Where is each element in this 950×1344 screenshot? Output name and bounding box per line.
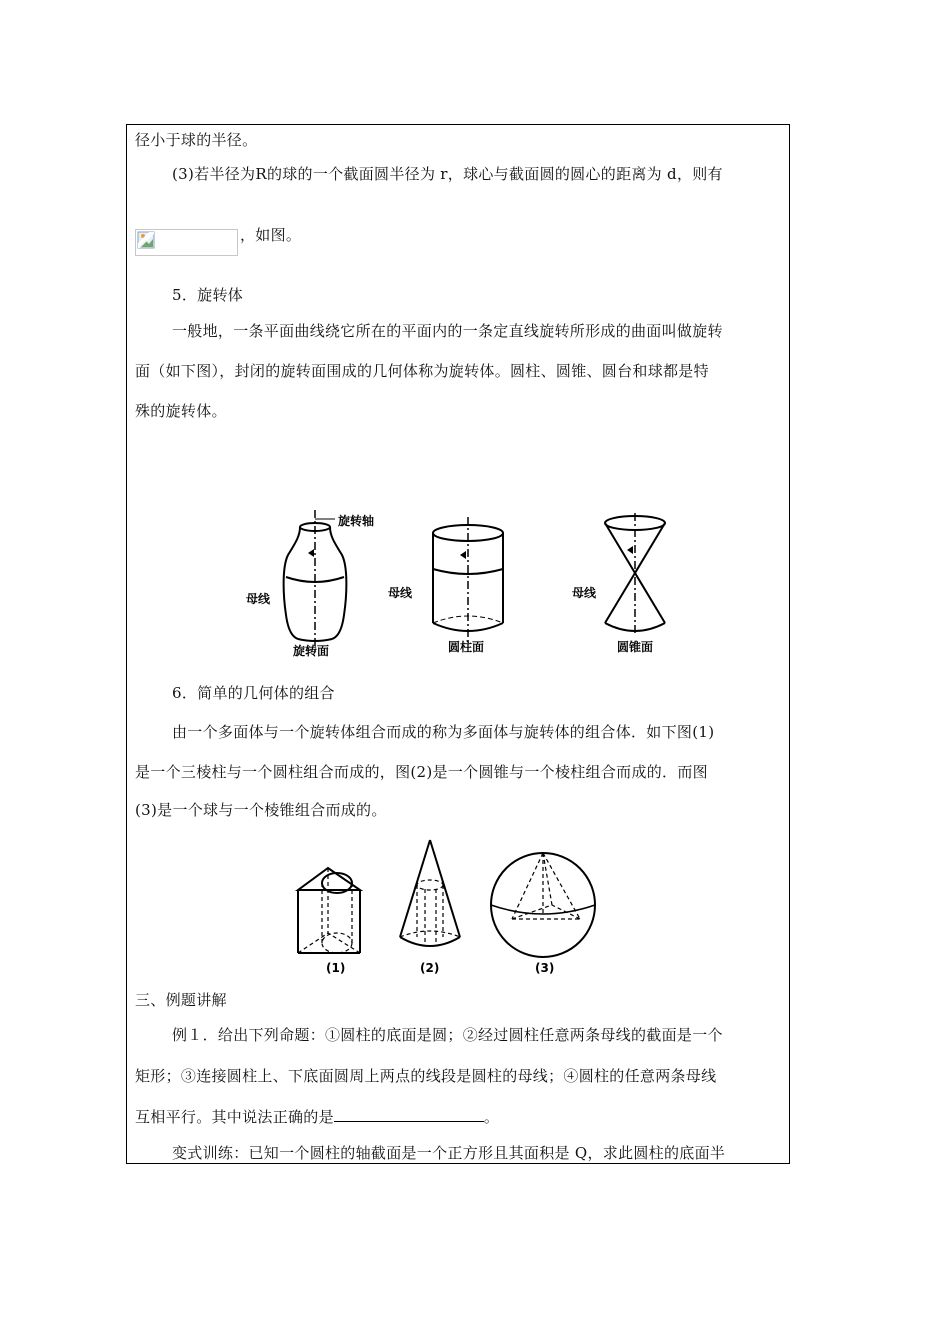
section-heading: 5．旋转体 [172,286,244,304]
text-line: 是一个三棱柱与一个圆柱组合而成的，图(2)是一个圆锥与一个棱柱组合而成的．而图 [135,763,708,781]
cylinder-caption: 圆柱面 [448,640,485,654]
section-heading: 6．简单的几何体的组合 [172,684,335,702]
example-text: 互相平行。其中说法正确的是 [135,1108,334,1126]
cylinder-generatrix-label: 母线 [388,586,413,600]
cone-caption: 圆锥面 [617,640,654,654]
broken-image-icon [137,231,157,251]
text-line: (3)若半径为R的球的一个截面圆半径为 r，球心与截面圆的圆心的距离为 d，则有 [172,165,723,183]
vase-diagram [284,510,347,653]
cone-generatrix-label: 母线 [572,586,597,600]
text-line: 变式训练：已知一个圆柱的轴截面是一个正方形且其面积是 Q，求此圆柱的底面半 [172,1144,726,1162]
sphere-pyramid-diagram [491,853,595,957]
text-line: 例１．给出下列命题：①圆柱的底面是圆；②经过圆柱任意两条母线的截面是一个 [172,1026,723,1044]
figure-caption-1: (1) [326,961,346,975]
cylinder-diagram [433,517,503,645]
prism-cylinder-diagram [298,868,360,953]
text-line: 径小于球的半径。 [135,131,258,149]
text-line: 面（如下图），封闭的旋转面围成的几何体称为旋转体。圆柱、圆锥、圆台和球都是特 [135,362,709,380]
revolution-surfaces-figure [230,505,690,660]
vase-axis-label: 旋转轴 [338,514,375,528]
vase-generatrix-label: 母线 [246,592,271,606]
text-line: ，如图。 [240,226,302,244]
text-line: (3)是一个球与一个棱锥组合而成的。 [135,801,387,819]
text-line: 矩形；③连接圆柱上、下底面圆周上两点的线段是圆柱的母线；④圆柱的任意两条母线 [135,1067,717,1085]
figure-caption-2: (2) [420,961,440,975]
double-cone-diagram [605,513,665,633]
text-line: 由一个多面体与一个旋转体组合而成的称为多面体与旋转体的组合体．如下图(1) [172,723,715,741]
text-line: 殊的旋转体。 [135,402,227,420]
text-line: 一般地，一条平面曲线绕它所在的平面内的一条定直线旋转所形成的曲面叫做旋转 [172,322,723,340]
text-line [135,1106,499,1127]
broken-image [135,229,238,256]
cone-prism-diagram [400,840,460,946]
compound-solids-figure [290,835,610,980]
answer-blank [334,1106,484,1122]
figure-caption-3: (3) [535,961,555,975]
example-end: 。 [483,1108,500,1126]
section-heading: 三、例题讲解 [135,991,227,1009]
vase-caption: 旋转面 [293,644,330,658]
